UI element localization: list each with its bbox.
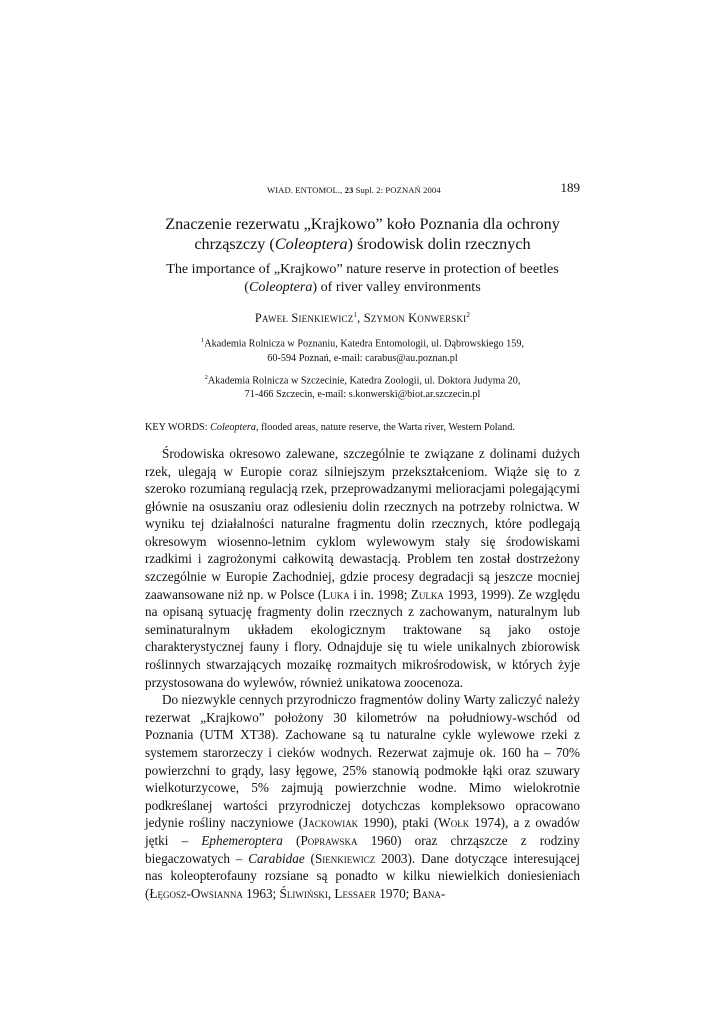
article-page xyxy=(145,178,580,902)
affiliation-marker: 2 xyxy=(466,311,471,319)
title-pl-line1: Znaczenie rezerwatu „Krajkowo” koło Poznania dla ochrony xyxy=(165,215,560,233)
journal-name: WIAD. ENTOMOL., xyxy=(267,185,345,195)
author-separator: , xyxy=(357,311,364,326)
title-pl-line2 xyxy=(145,234,580,254)
citation-author: Sienkiewicz xyxy=(314,850,376,866)
body-text: 2003). Dane dotyczące interesującej nas koleopterofauny rozsiane są ponadto w kilku niewielkich doniesieniach ( xyxy=(145,850,580,901)
author-line xyxy=(145,311,580,326)
body-text: 1970; xyxy=(376,885,413,901)
title-text: chrząszczy ( xyxy=(194,235,275,253)
body-text: 1990), ptaki ( xyxy=(358,815,439,831)
body-text: i in. 1998; xyxy=(349,586,411,602)
taxon-name: Coleoptera xyxy=(248,279,313,295)
affiliation-2 xyxy=(145,371,580,402)
taxon-name: Coleoptera xyxy=(274,235,348,253)
body-text: Do niezwykle cennych przyrodniczo fragmentów doliny Warty zaliczyć należy rezerwat „Krajkowo” położony 30 kilometrów na południowy-wschód od Poznania (UTM XT38). Zachowane są tu naturalne cykle wylewowe rzeki z systemem starorzeczy i cieków wodnych. Rezerwat zajmuje ok. 160 ha – 70% powierzchni to grądy, lasy łęgowe, 25% stanowią podmokłe łąki oraz szuwary wielkoturzycowe, 5% zajmują powierzchnie wodne. Mimo wielokrotnie podkreślanej wartości przyrodniczej dotychczas kompleksowo opracowano jedynie rośliny naczyniowe ( xyxy=(145,692,580,831)
affiliation-marker: 1 xyxy=(201,337,205,345)
body-paragraph xyxy=(145,445,580,691)
journal-issue: Supl. 2: POZNAŃ 2004 xyxy=(353,185,441,195)
affiliation-contact: 60-594 Poznań, e-mail: carabus@au.poznan.pl xyxy=(267,352,458,364)
affiliation-contact: 71-466 Szczecin, e-mail: s.konwerski@biot.ar.szczecin.pl xyxy=(244,388,481,400)
article-title-polish xyxy=(145,214,580,254)
citation-author: Jackowiak xyxy=(303,815,359,831)
body-text: 1963; xyxy=(242,885,280,901)
title-text: ) of river valley environments xyxy=(312,279,481,295)
citation-author: Luka xyxy=(322,586,350,602)
running-header xyxy=(145,178,580,202)
author-name: Paweł Sienkiewicz xyxy=(254,311,354,326)
citation-author: Poprawska xyxy=(300,832,358,848)
taxon-name: Carabidae xyxy=(248,850,305,866)
page-number: 189 xyxy=(560,180,580,195)
keywords xyxy=(145,422,580,433)
body-text: ( xyxy=(282,832,301,848)
taxon-name: Coleoptera xyxy=(210,421,256,433)
affiliation-1 xyxy=(145,334,580,365)
journal-volume: 23 xyxy=(344,185,354,195)
keywords-text: , flooded areas, nature reserve, the Warta river, Western Poland. xyxy=(255,421,515,433)
taxon-name: Ephemeroptera xyxy=(201,832,283,848)
affiliation-address: Akademia Rolnicza w Poznaniu, Katedra Entomologii, ul. Dąbrowskiego 159, xyxy=(204,338,524,350)
keywords-label: KEY WORDS: xyxy=(145,421,211,433)
citation-author: Łęgosz-Owsianna xyxy=(149,885,243,901)
affiliation-marker: 2 xyxy=(204,373,208,381)
affiliation-marker: 1 xyxy=(353,311,358,319)
title-text: ) środowisk dolin rzecznych xyxy=(347,235,531,253)
article-body xyxy=(145,445,580,902)
journal-citation xyxy=(267,185,441,195)
citation-author: Zulka xyxy=(410,586,444,602)
body-text: 1974), a z owadów jętki – xyxy=(145,815,580,848)
citation-author: Śliwiński, Lessaer xyxy=(279,885,376,901)
title-text: ( xyxy=(244,279,249,295)
citation-author: Wołk xyxy=(438,815,470,831)
affiliation-address: Akademia Rolnicza w Szczecinie, Katedra Zoologii, ul. Doktora Judyma 20, xyxy=(207,374,521,386)
author-name: Szymon Konwerski xyxy=(363,311,467,326)
body-paragraph xyxy=(145,691,580,902)
article-title-english xyxy=(145,260,580,296)
body-text: 1960) oraz chrząszcze z rodziny biegaczowatych – xyxy=(145,832,580,866)
citation-author: Bana- xyxy=(412,885,446,901)
title-en-line2 xyxy=(145,278,580,296)
body-text: 1993, 1999). Ze względu na opisaną sytuację fragmenty dolin rzecznych z zachowanym, naturalnym lub seminaturalnym układem ekologicznym traktowane są jako ostoje charakterystycznej fauny i flory. Odnajduje się tu wiele unikalnych zbiorowisk roślinnych stwarzających mozaikę rozmaitych mikrośrodowisk, w których żyje przystosowana do wylewów, również unikatowa zoocenoza. xyxy=(145,586,580,690)
body-text: ( xyxy=(304,850,315,866)
title-en-line1: The importance of „Krajkowo” nature reserve in protection of beetles xyxy=(166,261,559,277)
body-text: Środowiska okresowo zalewane, szczególnie te związane z dolinami dużych rzek, ulegają w Europie coraz silniejszym przekształceniom. Wiąże się to z szeroko rozumianą regulacją rzek, przeprowadzanymi melioracjami polegającymi głównie na osuszaniu oraz odlesieniu dolin rzecznych na potrzeby rolnictwa. W wyniku tej działalności naturalne fragmentu dolin rzecznych, które podlegają okresowym wiosenno-letnim cyklom wylewowym stały się środowiskami rzadkimi i zagrożonymi całkowitą dewastacją. Problem ten został dostrzeżony szczególnie w Europie Zachodniej, gdzie procesy degradacji są jeszcze mocniej zaawansowane niż np. w Polsce ( xyxy=(145,445,580,602)
